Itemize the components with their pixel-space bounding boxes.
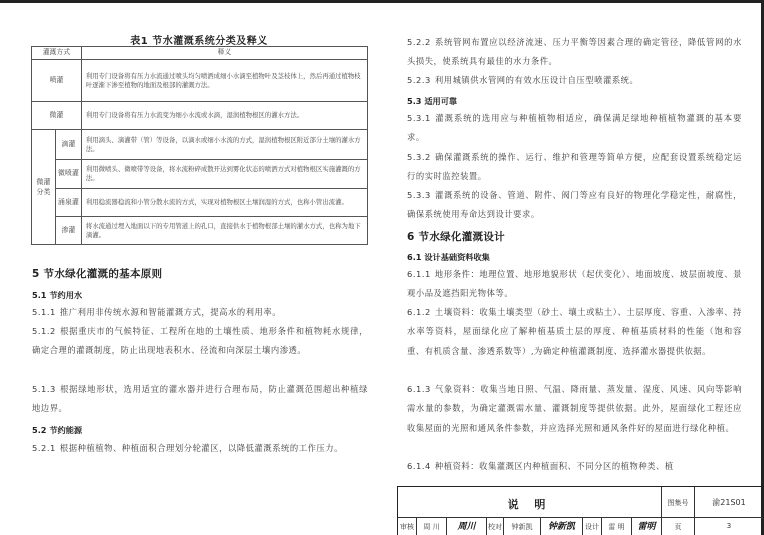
clause-text: 气象资料：收集当地日照、气温、降雨量、蒸发量、湿度、风速、风向等影响需水量的参数，为确定灌溉需水量、灌溉制度等提供依据。此外，屋面绿化工程还应收集屋面的光照和通风条件参数，并应选择光照和通风条件好的屋面进行绿化种植。 xyxy=(407,384,742,433)
paragraph-6-1-4 xyxy=(407,457,742,477)
check-name: 钟新凯 xyxy=(511,523,533,531)
paragraph-5-1-2 xyxy=(32,322,368,361)
header-desc: 释义 xyxy=(81,47,367,60)
table-row xyxy=(32,160,368,189)
clause-number: 6.1.3 xyxy=(407,384,431,394)
clause-number: 5.1.2 xyxy=(32,326,56,336)
paragraph-6-1-2 xyxy=(407,303,742,361)
header-type: 灌溉方式 xyxy=(32,47,82,60)
clause-number: 5.1.1 xyxy=(32,307,56,317)
paragraph-5-3-1 xyxy=(407,109,742,148)
design-signature: 雷明 xyxy=(637,522,656,532)
paragraph-6-1-3 xyxy=(407,380,742,438)
micro-group-label: 微灌分类 xyxy=(32,130,56,245)
row-desc: 利用专门设备将有压力水流通过喷头均匀喷洒成细小水滴至植物叶及茎枝体上，然后再通过植物枝叶逐渐下渗至植物的地面及根部的灌溉方法。 xyxy=(81,60,367,102)
frame-top-border xyxy=(0,0,764,3)
row-desc: 将水流通过埋入地面以下的专用管道上的孔口，直接供水于植物根部土壤的灌水方式，也称为地下滴灌。 xyxy=(81,217,367,245)
paragraph-5-3-2 xyxy=(407,148,742,187)
review-signature: 周川 xyxy=(457,522,476,532)
check-signature: 钟新凯 xyxy=(547,522,575,532)
table-header-row xyxy=(32,47,368,60)
section-6-heading: 6 节水绿化灌溉设计 xyxy=(407,231,505,243)
clause-text: 根据种植植物、种植面积合理划分轮灌区，以降低灌溉系统的工作压力。 xyxy=(59,443,343,453)
clause-number: 6.1.4 xyxy=(407,461,431,471)
clause-text: 灌溉系统的选用应与种植植物相适应，确保满足绿地种植植物灌溉的基本要求。 xyxy=(407,113,742,143)
row-desc: 利用滴头、滴灌带（管）等设备，以滴水或细小水流的方式，湿润植物根区附近部分土壤的灌水方法。 xyxy=(81,130,367,160)
review-name: 周 川 xyxy=(423,523,440,531)
row-name: 喷灌 xyxy=(32,60,82,102)
clause-text: 利用城镇供水管网的有效水压设计自压型喷灌系统。 xyxy=(434,75,639,85)
subsection-5-2-heading: 5.2 节约能源 xyxy=(32,425,83,435)
clause-text: 地形条件：地理位置、地形地貌形状（起伏变化）、地面坡度、坡层面坡度、景观小品及遮挡阳光物体等。 xyxy=(407,269,742,299)
paragraph-5-3-3 xyxy=(407,186,742,225)
page-number: 3 xyxy=(726,522,732,530)
design-label: 设计 xyxy=(585,523,599,531)
clause-text: 推广利用非传统水源和智能灌溉方式，提高水的利用率。 xyxy=(59,307,282,317)
atlas-number-label: 图集号 xyxy=(667,499,689,507)
paragraph-5-1-3 xyxy=(32,380,368,419)
row-desc: 利用稳流器稳流和小管分散水流的方式，实现对植物根区土壤润湿的方式，也称小管出流灌。 xyxy=(81,189,367,217)
subsection-6-1-heading: 6.1 设计基础资料收集 xyxy=(407,252,490,262)
clause-text: 灌溉系统的设备、管道、附件、阀门等应有良好的物理化学稳定性，耐腐性，确保系统使用寿命达到设计要求。 xyxy=(407,190,742,220)
table-row xyxy=(32,130,368,160)
row-name: 涌泉灌 xyxy=(55,189,81,217)
table-row xyxy=(32,189,368,217)
paragraph-5-2-2 xyxy=(407,33,742,72)
review-label: 审核 xyxy=(400,523,414,531)
clause-text: 根据绿地形状，选用适宜的灌水器并进行合理布局，防止灌溉范围超出种植绿地边界。 xyxy=(32,384,368,414)
subsection-5-1-heading: 5.1 节约用水 xyxy=(32,290,83,300)
page-label: 页 xyxy=(674,523,682,531)
clause-text: 土壤资料：收集土壤类型（砂土、壤土或粘土）、土层厚度、容重、入渗率、持水率等资料，屋面绿化应了解种植基质土层的厚度、种植基质材料的性能（饱和容重、有机质含量、渗透系数等）,为确定种植灌溉制度、选择灌水器提供依据。 xyxy=(407,307,742,356)
table-row xyxy=(32,102,368,130)
row-desc: 利用微喷头、微喷带等设备，将水流粉碎成散开达到雾化状态的喷洒方式对植物根区实施灌溉的方法。 xyxy=(81,160,367,189)
subsection-5-3-heading: 5.3 适用可靠 xyxy=(407,96,458,106)
clause-number: 5.3.3 xyxy=(407,190,431,200)
table-row xyxy=(32,217,368,245)
clause-text: 种植资料：收集灌溉区内种植面积、不同分区的植物种类、植 xyxy=(434,461,674,471)
clause-text: 根据重庆市的气候特征、工程所在地的土壤性质、地形条件和植物耗水规律，确定合理的灌溉制度，防止出现地表积水、径流和向深层土壤内渗透。 xyxy=(32,326,368,356)
atlas-number: 渝21S01 xyxy=(712,498,746,507)
drawing-title-block xyxy=(397,486,762,535)
clause-number: 6.1.2 xyxy=(407,307,431,317)
clause-number: 6.1.1 xyxy=(407,269,431,279)
row-desc: 利用专门设备将有压力水流变为细小水流或水滴，湿润植物根区的灌水方法。 xyxy=(81,102,367,130)
drawing-title: 说 明 xyxy=(507,498,552,511)
paragraph-6-1-1 xyxy=(407,265,742,304)
row-name: 滴灌 xyxy=(55,130,81,160)
paragraph-5-2-1 xyxy=(32,439,368,458)
table-title: 表1 节水灌溉系统分类及释义 xyxy=(130,36,268,47)
row-name: 渗灌 xyxy=(55,217,81,245)
row-name: 微喷灌 xyxy=(55,160,81,189)
clause-text: 确保灌溉系统的操作、运行、维护和管理等简单方便，应配套设置系统稳定运行的实时监控装置。 xyxy=(407,152,742,182)
clause-text: 系统管网布置应以经济流速、压力平衡等因素合理的确定管径，降低管网的水头损失，使系统具有最佳的水力条件。 xyxy=(407,37,742,67)
clause-number: 5.2.2 xyxy=(407,37,431,47)
paragraph-5-2-3 xyxy=(407,71,742,90)
clause-number: 5.3.2 xyxy=(407,152,431,162)
clause-number: 5.2.1 xyxy=(32,443,56,453)
irrigation-classification-table xyxy=(31,46,368,245)
design-name: 雷 明 xyxy=(608,523,625,531)
check-label: 校对 xyxy=(488,523,502,531)
section-5-heading: 5 节水绿化灌溉的基本原则 xyxy=(32,268,163,280)
row-name: 微灌 xyxy=(32,102,82,130)
clause-number: 5.1.3 xyxy=(32,384,56,394)
clause-number: 5.2.3 xyxy=(407,75,431,85)
table-row xyxy=(32,60,368,102)
paragraph-5-1-1 xyxy=(32,303,368,322)
clause-number: 5.3.1 xyxy=(407,113,431,123)
